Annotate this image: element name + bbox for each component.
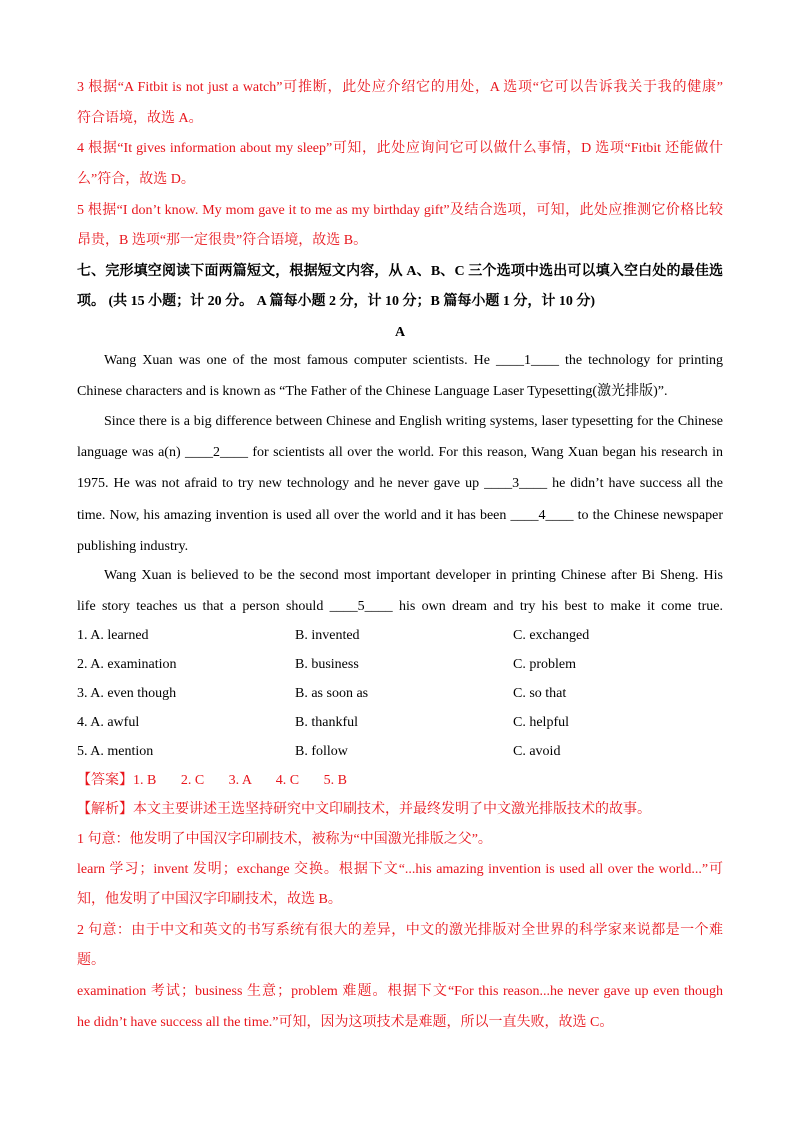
explanation-4-line2: 么”符合，故选 D。: [77, 172, 195, 187]
option-5c: C. avoid: [513, 744, 561, 759]
explanation-5-line1: 5 根据“I don’t know. My mom gave it to me as my birthday gift”及结合选项，可知，此处应推测它价格比较: [77, 203, 723, 218]
passage-label: A: [394, 325, 406, 340]
option-2a: 2. A. examination: [77, 657, 177, 672]
option-5b: B. follow: [295, 744, 348, 759]
passage-line: life story teaches us that a person should ____5____ his own dream and try his best to make it come true.: [77, 599, 723, 614]
analysis-summary: 【解析】本文主要讲述王选坚持研究中文印刷技术，并最终发明了中文激光排版技术的故事。: [77, 802, 651, 817]
analysis-line: he didn’t have success all the time.”可知，因为这项技术是难题，所以一直失败，故选 C。: [77, 1015, 614, 1030]
explanation-5-line2: 昂贵，B 选项“那一定很贵”符合语境，故选 B。: [77, 233, 368, 248]
option-1a: 1. A. learned: [77, 628, 149, 643]
analysis-line: examination 考试；business 生意；problem 难题。根据下文“For this reason...he never gave up even though: [77, 984, 723, 999]
option-2b: B. business: [295, 657, 359, 672]
passage-line: 1975. He was not afraid to try new technology and he never gave up ____3____ he didn’t have success all the: [77, 476, 723, 491]
analysis-line: 2 句意：由于中文和英文的书写系统有很大的差异，中文的激光排版对全世界的科学家来说都是一个难: [77, 923, 723, 938]
analysis-line: 知，他发明了中国汉字印刷技术，故选 B。: [77, 892, 342, 907]
explanation-3-line1: 3 根据“A Fitbit is not just a watch”可推断，此处应介绍它的用处，A 选项“它可以告诉我关于我的健康”: [77, 80, 723, 95]
option-3c: C. so that: [513, 686, 567, 701]
option-4b: B. thankful: [295, 715, 358, 730]
passage-line: Chinese characters and is known as “The Father of the Chinese Language Laser Typesetting(激光排版)”.: [77, 384, 668, 399]
passage-line: language was a(n) ____2____ for scientists all over the world. For this reason, Wang Xuan began his research in: [77, 445, 723, 460]
option-5a: 5. A. mention: [77, 744, 154, 759]
passage-line: Wang Xuan was one of the most famous computer scientists. He ____1____ the technology for printing: [104, 353, 723, 368]
option-1b: B. invented: [295, 628, 360, 643]
option-3a: 3. A. even though: [77, 686, 177, 701]
section-heading-line1: 七、完形填空阅读下面两篇短文，根据短文内容，从 A、B、C 三个选项中选出可以填入空白处的最佳选: [77, 264, 723, 279]
analysis-line: 题。: [77, 953, 105, 968]
option-4c: C. helpful: [513, 715, 569, 730]
option-4a: 4. A. awful: [77, 715, 140, 730]
option-2c: C. problem: [513, 657, 576, 672]
analysis-line: learn 学习；invent 发明；exchange 交换。根据下文“...his amazing invention is used all over the world...”可: [77, 862, 723, 877]
option-1c: C. exchanged: [513, 628, 590, 643]
passage-line: publishing industry.: [77, 539, 189, 554]
analysis-line: 1 句意：他发明了中国汉字印刷技术，被称为“中国激光排版之父”。: [77, 832, 492, 847]
section-heading-line2: 项。 (共 15 小题；计 20 分。 A 篇每小题 2 分，计 10 分；B 篇每小题 1 分，计 10 分): [77, 294, 595, 309]
explanation-4-line1: 4 根据“It gives information about my sleep”可知，此处应询问它可以做什么事情，D 选项“Fitbit 还能做什: [77, 141, 723, 156]
passage-line: Wang Xuan is believed to be the second most important developer in printing Chinese after Bi Sheng. His: [104, 568, 723, 583]
passage-line: time. Now, his amazing invention is used all over the world and it has been ____4____ to the Chinese newspaper: [77, 508, 723, 523]
explanation-3-line2: 符合语境，故选 A。: [77, 111, 203, 126]
answer-line: 【答案】1. B 2. C 3. A 4. C 5. B: [77, 773, 347, 788]
option-3b: B. as soon as: [295, 686, 369, 701]
passage-line: Since there is a big difference between Chinese and English writing systems, laser typesetting for the Chinese: [104, 414, 723, 429]
